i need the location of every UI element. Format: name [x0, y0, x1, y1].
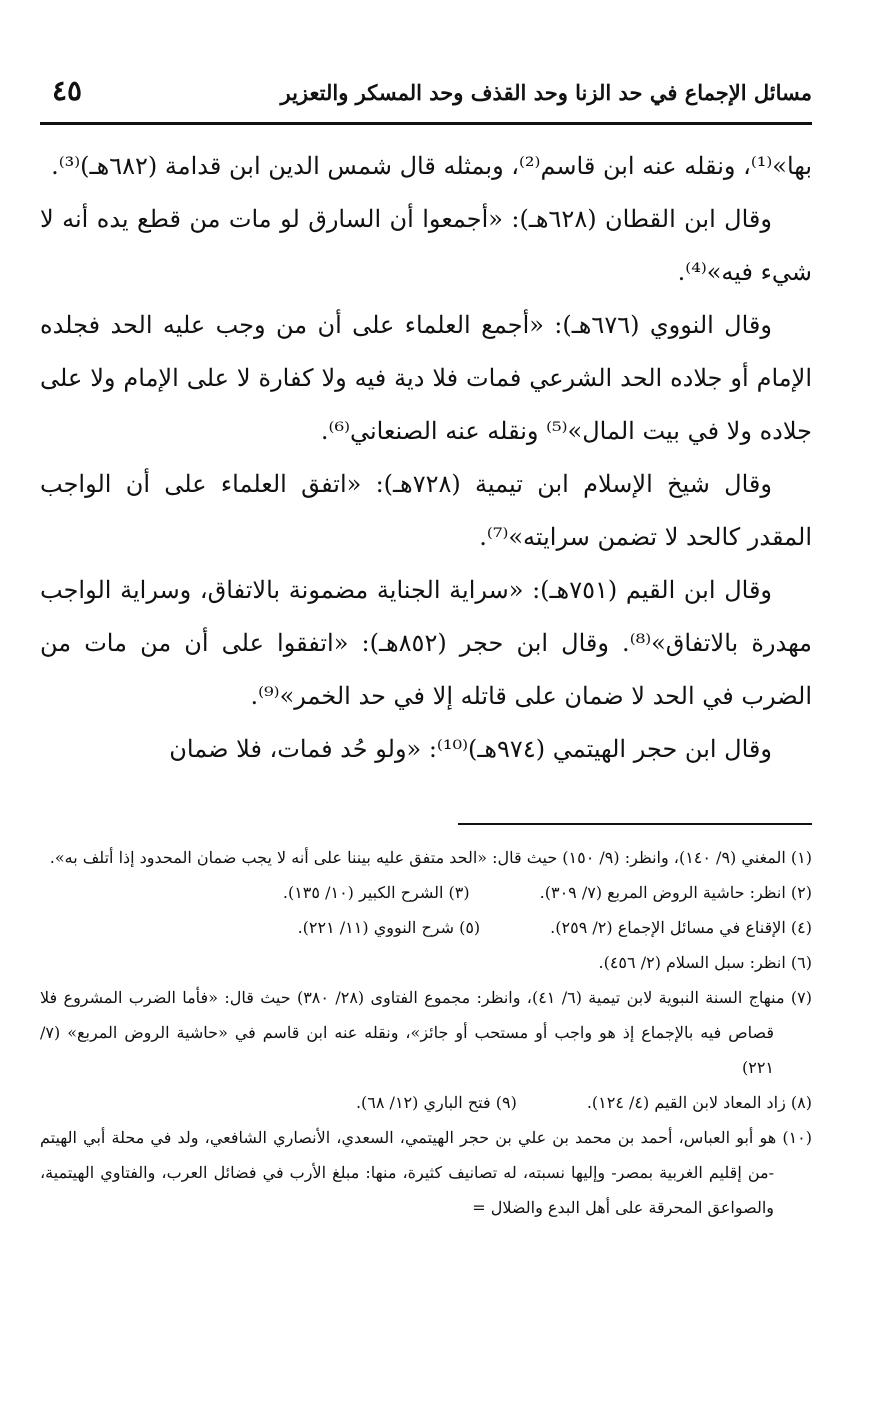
- footnote-separator: [458, 823, 812, 825]
- footnote: (٨) زاد المعاد لابن القيم (٤/ ١٢٤).: [586, 1093, 812, 1112]
- footnote: (٤) الإقناع في مسائل الإجماع (٢/ ٢٥٩).: [550, 918, 812, 937]
- paragraph: وقال ابن القطان (٦٢٨هـ): «أجمعوا أن السارق لو مات من قطع يده أنه لا شيء فيه»⁽⁴⁾.: [40, 205, 812, 286]
- footnote: (١) المغني (٩/ ١٤٠)، وانظر: (٩/ ١٥٠) حيث قال: «الحد متفق عليه بيننا على أنه لا يجب ضمان المحدود إذا أتلف به».: [49, 848, 812, 867]
- paragraph: وقال ابن حجر الهيتمي (٩٧٤هـ)⁽¹⁰⁾: «ولو حُد فمات، فلا ضمان: [169, 735, 772, 763]
- running-title: مسائل الإجماع في حد الزنا وحد القذف وحد المسكر والتعزير: [280, 80, 812, 105]
- footnote: (٦) انظر: سبل السلام (٢/ ٤٥٦).: [598, 953, 812, 972]
- paragraph: وقال النووي (٦٧٦هـ): «أجمع العلماء على أن من وجب عليه الحد فجلده الإمام أو جلاده الحد الشرعي فمات فلا دية فيه ولا كفارة لا على الإمام ولا على جلاده ولا في بيت المال»⁽⁵⁾ ونقله عنه الصنعاني⁽⁶⁾.: [40, 311, 812, 445]
- footnote: (١٠) هو أبو العباس، أحمد بن محمد بن علي بن حجر الهيتمي، السعدي، الأنصاري الشافعي، ولد في محلة أبي الهيتم -من إقليم الغربية بمصر- وإليها نسبته، له تصانيف كثيرة، منها: مبلغ الأرب في فضائل العرب، والفتاوي الهيتمية، والصواعق المحرقة على أهل البدع والضلال =: [40, 1128, 812, 1217]
- main-text: [40, 140, 812, 776]
- footnotes: [40, 840, 812, 1225]
- footnote-row: [40, 1085, 812, 1120]
- footnote: (٧) منهاج السنة النبوية لابن تيمية (٦/ ٤١)، وانظر: مجموع الفتاوى (٢٨/ ٣٨٠) حيث قال: «فأما الضرب المشروع فلا قصاص فيه بالإجماع إذ هو واجب أو مستحب أو جائز»، ونقله عنه ابن قاسم في «حاشية الروض المربع» (٧/ ٢٢١): [40, 988, 812, 1077]
- footnote: (٥) شرح النووي (١١/ ٢٢١).: [297, 918, 481, 937]
- page-number: ٤٥: [52, 74, 83, 107]
- footnote-row: [40, 910, 812, 945]
- paragraph: وقال ابن القيم (٧٥١هـ): «سراية الجناية مضمونة بالاتفاق، وسراية الواجب مهدرة بالاتفاق»⁽⁸⁾. وقال ابن حجر (٨٥٢هـ): «اتفقوا على أن من مات من الضرب في الحد لا ضمان على قاتله إلا في حد الخمر»⁽⁹⁾.: [40, 576, 813, 710]
- header-rule: [40, 122, 812, 125]
- footnote: (٣) الشرح الكبير (١٠/ ١٣٥).: [282, 883, 470, 902]
- footnote: (٩) فتح الباري (١٢/ ٦٨).: [355, 1093, 517, 1112]
- paragraph: بها»⁽¹⁾، ونقله عنه ابن قاسم⁽²⁾، وبمثله قال شمس الدين ابن قدامة (٦٨٢هـ)⁽³⁾.: [51, 152, 812, 180]
- footnote-row: [40, 875, 812, 910]
- paragraph: وقال شيخ الإسلام ابن تيمية (٧٢٨هـ): «اتفق العلماء على أن الواجب المقدر كالحد لا تضمن سرايته»⁽⁷⁾.: [40, 470, 812, 551]
- footnote: (٢) انظر: حاشية الروض المربع (٧/ ٣٠٩).: [539, 883, 812, 902]
- page-header: [40, 70, 812, 120]
